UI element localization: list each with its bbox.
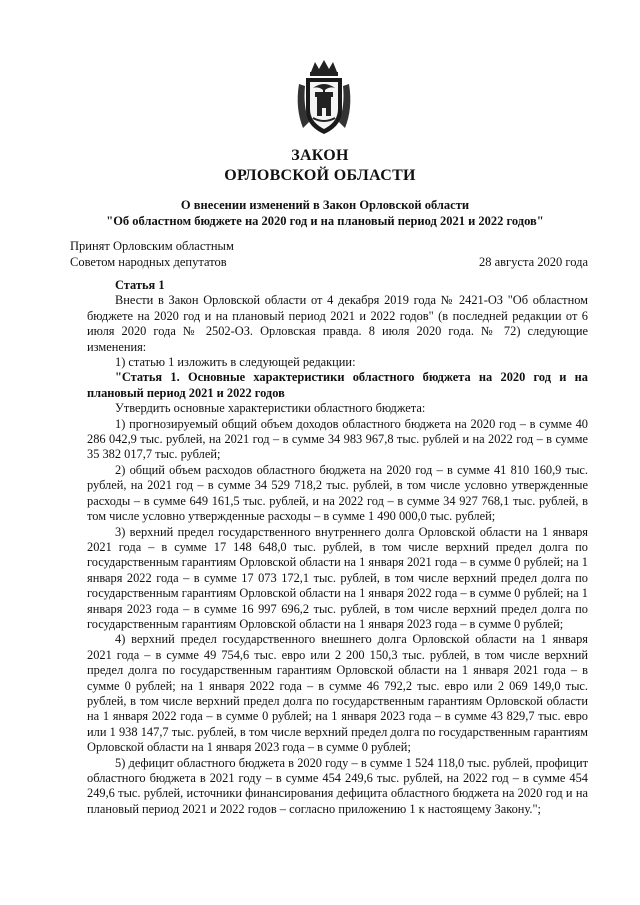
item-2-expenses: 2) общий объем расходов областного бюджета на 2020 год – в сумме 41 810 160,9 тыс. рублей, на 2021 год – в сумме 34 529 718,2 тыс. рублей, в том числе условно утвержденные расходы – в сумме 649 161,5 тыс. рублей, и на 2022 год – в сумме 34 927 768,1 тыс. рублей, в том числе условно утвержденные расходы – в сумме 1 490 000,0 тыс. рублей; [87,462,588,524]
item-4-external-debt: 4) верхний предел государственного внешнего долга Орловской области на 1 января 2021 года – в сумме 49 754,6 тыс. евро или 2 200 150,3 тыс. рублей, в том числе верхний предел долга по государственным гарантиям Орловской области на 1 января 2021 года – в сумме 0 рублей; на 1 января 2022 года – в сумме 46 792,2 тыс. евро или 2 069 149,0 тыс. рублей, в том числе верхний предел долга по государственным гарантиям Орловской области на 1 января 2022 года – в сумме 0 рублей; на 1 января 2023 года – в сумме 43 829,7 тыс. евро или 1 938 147,7 тыс. рублей, в том числе верхний предел долга по государственным гарантиям Орловской области на 1 января 2023 года – в сумме 0 рублей; [87,632,588,755]
new-article-title: "Статья 1. Основные характеристики областного бюджета на 2020 год и на плановый период 2021 и 2022 годов [87,370,588,400]
approve-line: Утвердить основные характеристики областного бюджета: [115,401,426,416]
adoption-date: 28 августа 2020 года [478,255,588,269]
law-title: ЗАКОН [291,147,349,164]
article-intro: Внести в Закон Орловской области от 4 декабря 2019 года № 2421-ОЗ "Об областном бюджете на 2020 год и на плановый период 2021 и 2022 годов" (в последней редакции от 6 июля 2020 года № 2502-ОЗ. Орловская правда. 8 июля 2020 года. № 72) следующие изменения: [87,293,588,354]
coat-of-arms-emblem-icon [293,58,355,138]
law-subject-line2: "Об областном бюджете на 2020 год и на плановый период 2021 и 2022 годов" [106,214,544,228]
adopted-by-line2: Советом народных депутатов [70,255,227,269]
region-title: ОРЛОВСКОЙ ОБЛАСТИ [224,167,416,184]
article-heading: Статья 1 [115,278,165,292]
law-subject-line1: О внесении изменений в Закон Орловской области [180,198,470,212]
item-5-deficit: 5) дефицит областного бюджета в 2020 году – в сумме 1 524 118,0 тыс. рублей, профицит областного бюджета в 2021 году – в сумме 454 249,6 тыс. рублей, на 2022 год – в сумме 454 249,6 тыс. рублей, источники финансирования дефицита областного бюджета на 2020 год и на плановый период 2021 и 2022 годов – согласно приложению 1 к настоящему Закону."; [87,755,588,816]
item-1-revenue: 1) прогнозируемый общий объем доходов областного бюджета на 2020 год – в сумме 40 286 042,9 тыс. рублей, на 2021 год – в сумме 34 983 967,8 тыс. рублей и на 2022 год – в сумме 35 382 017,7 тыс. рублей; [87,416,588,462]
item-3-internal-debt: 3) верхний предел государственного внутреннего долга Орловской области на 1 января 2021 года – в сумме 17 148 648,0 тыс. рублей, в том числе верхний предел долга по государственным гарантиям Орловской области на 1 января 2021 года – в сумме 0 рублей; на 1 января 2022 года – в сумме 17 073 172,1 тыс. рублей, в том числе верхний предел долга по государственным гарантиям Орловской области на 1 января 2022 года – в сумме 0 рублей; на 1 января 2023 года – в сумме 16 997 696,2 тыс. рублей, в том числе верхний предел долга по государственным гарантиям Орловской области на 1 января 2023 года – в сумме 0 рублей; [87,524,588,631]
point-1: 1) статью 1 изложить в следующей редакции: [115,355,356,370]
adopted-by-line1: Принят Орловским областным [70,239,234,253]
article-body [87,278,588,817]
